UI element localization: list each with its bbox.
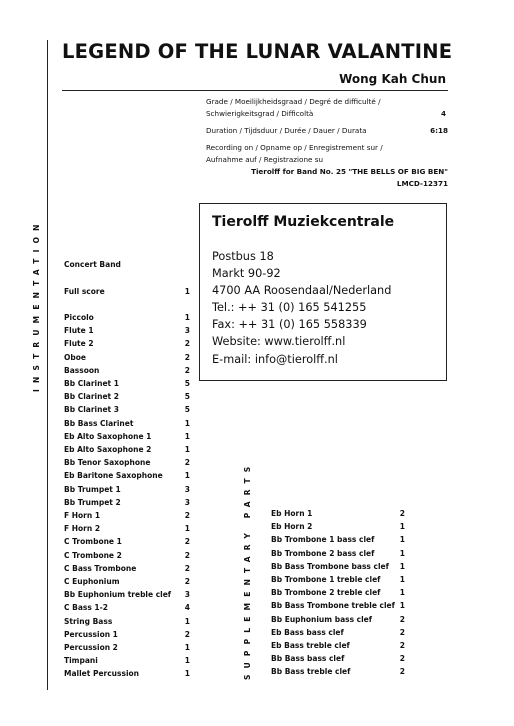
part-name: C Euphonium [64,577,120,586]
part-quantity: 1 [184,445,190,454]
email-line: E-mail: info@tierolff.nl [212,352,338,366]
part-quantity: 2 [399,614,405,624]
part-quantity: 2 [399,509,405,518]
part-name: C Trombone 2 [64,550,122,560]
piece-title: LEGEND OF THE LUNAR VALANTINE [62,40,453,63]
part-quantity: 1 [184,656,190,666]
part-quantity: 2 [184,629,190,639]
part-quantity: 1 [399,561,405,571]
part-name: C Bass 1-2 [64,603,108,613]
website-line: Website: www.tierolff.nl [212,335,346,349]
instrumentation-header: Concert Band [64,260,121,269]
part-name: Eb Horn 2 [271,522,313,532]
part-quantity: 3 [184,326,190,336]
address-line: Postbus 18 [212,250,274,263]
recording-block [206,142,448,190]
part-quantity: 1 [184,669,190,679]
composer-name: Wong Kah Chun [339,72,446,86]
grade-value: 4 [440,109,446,118]
duration-label: Duration / Tijdsduur / Durée / Dauer / Durata [206,126,367,135]
part-name: Bb Clarinet 1 [64,379,119,388]
part-quantity: 4 [184,603,190,613]
part-quantity: 1 [399,601,405,611]
part-name: Flute 1 [64,326,94,336]
part-quantity: 2 [184,458,190,468]
part-quantity: 1 [184,313,190,322]
part-quantity: 2 [184,339,190,349]
part-name: Bb Trumpet 1 [64,484,121,494]
recording-value: Tierolff for Band No. 25 "THE BELLS OF BIG BEN" [251,167,448,176]
part-name: Bb Euphonium bass clef [271,614,373,624]
publisher-box [199,203,447,381]
phone-line: Tel.: ++ 31 (0) 165 541255 [212,301,367,315]
part-name: Bb Trombone 1 treble clef [271,575,381,584]
part-name: Piccolo [64,313,94,322]
address-line: 4700 AA Roosendaal/Nederland [212,284,392,298]
part-quantity: 3 [184,484,190,494]
part-name: Bb Trombone 1 bass clef [271,535,375,545]
part-quantity: 1 [184,431,190,441]
part-quantity: 1 [184,616,190,626]
part-quantity: 2 [184,563,190,573]
part-quantity: 2 [184,577,190,586]
part-quantity: 2 [184,352,190,362]
part-name: Eb Baritone Saxophone [64,471,163,481]
part-name: Bb Trombone 2 treble clef [271,588,381,598]
fax-line: Fax: ++ 31 (0) 165 558339 [212,318,367,332]
grade-block [206,96,448,120]
part-quantity: 2 [399,667,405,677]
part-quantity: 5 [184,392,190,402]
part-quantity: 1 [399,548,405,558]
part-quantity: 5 [184,405,190,415]
part-name: Flute 2 [64,339,94,349]
left-vertical-rule [47,40,48,690]
part-name: Percussion 1 [64,629,118,639]
part-quantity: 5 [184,379,190,388]
part-name: String Bass [64,616,113,626]
grade-label-line-2: Schwierigkeitsgrad / Difficoltà [206,109,314,118]
part-name: Eb Bass treble clef [271,641,350,650]
part-quantity: 2 [399,654,405,664]
part-name: Timpani [64,656,98,666]
part-name: Bb Trombone 2 bass clef [271,548,375,558]
duration-value: 6:18 [430,126,448,135]
catalog-number: LMCD-12371 [396,179,448,188]
recording-label-line-1: Recording on / Opname op / Enregistrement sur / [206,143,383,152]
part-name: Eb Alto Saxophone 2 [64,445,152,454]
part-name: C Bass Trombone [64,563,137,573]
part-name: Bb Bass Clarinet [64,418,134,428]
address-line: Markt 90-92 [212,267,281,281]
part-name: Bb Trumpet 2 [64,497,121,507]
part-quantity: 2 [184,365,190,375]
part-name: Eb Alto Saxophone 1 [64,431,152,441]
part-quantity: 1 [184,524,190,534]
recording-label-line-2: Aufnahme auf / Registrazione su [206,155,324,164]
full-score-label: Full score [64,287,105,296]
part-quantity: 2 [399,641,405,650]
full-score-qty: 1 [184,287,190,296]
part-name: Bb Bass bass clef [271,654,345,664]
part-name: Bb Tenor Saxophone [64,458,151,468]
part-quantity: 3 [184,590,190,600]
part-quantity: 1 [399,575,405,584]
title-divider [62,90,448,91]
part-quantity: 1 [184,471,190,481]
publisher-address [212,248,391,368]
part-name: F Horn 1 [64,511,101,520]
part-name: Mallet Percussion [64,669,140,679]
part-quantity: 1 [399,588,405,598]
part-quantity: 1 [399,535,405,545]
part-quantity: 2 [399,627,405,637]
part-name: Bb Euphonium treble clef [64,590,172,600]
part-quantity: 1 [399,522,405,532]
part-quantity: 1 [184,418,190,428]
part-name: Bb Bass Trombone treble clef [271,601,395,611]
part-name: Percussion 2 [64,643,118,652]
part-name: C Trombone 1 [64,537,122,547]
duration-block [206,125,448,137]
part-quantity: 1 [184,643,190,652]
publisher-name: Tierolff Muziekcentrale [212,214,395,230]
part-quantity: 2 [184,537,190,547]
part-quantity: 2 [184,511,190,520]
part-name: Bb Clarinet 3 [64,405,119,415]
part-name: Eb Bass bass clef [271,627,344,637]
supplementary-parts-vertical-label: SUPPLEMENTARY PARTS [243,460,252,680]
part-name: Bassoon [64,365,100,375]
instrumentation-vertical-label: INSTRUMENTATION [32,218,41,392]
part-name: Eb Horn 1 [271,509,313,518]
grade-label-line-1: Grade / Moeilijkheidsgraad / Degré de difficulté / [206,97,381,106]
part-name: Bb Bass Trombone bass clef [271,561,389,571]
part-quantity: 3 [184,497,190,507]
part-name: Bb Clarinet 2 [64,392,119,402]
part-quantity: 2 [184,550,190,560]
part-name: Bb Bass treble clef [271,667,351,677]
part-name: Oboe [64,352,86,362]
part-name: F Horn 2 [64,524,101,534]
